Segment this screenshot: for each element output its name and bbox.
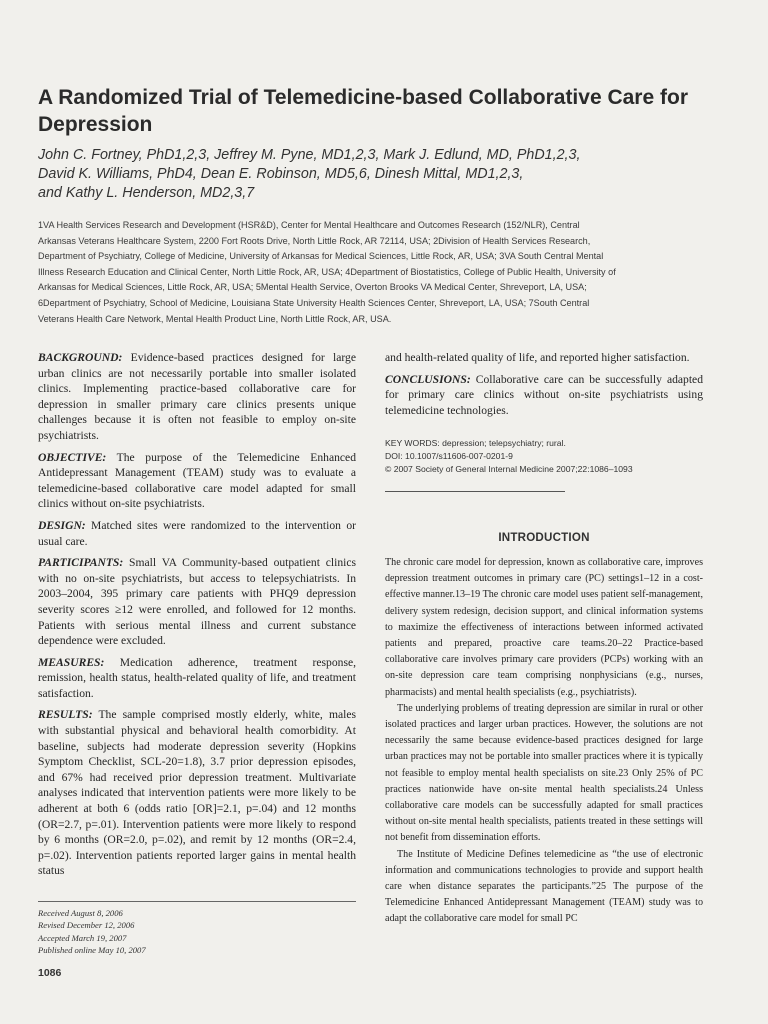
introduction-paragraph: The Institute of Medicine Defines telemedicine as “the use of electronic information and communications technologies to provide and support health care when distance separates the participants.”25 The purpose of the Telemedicine Enhanced Antidepressant Management (TEAM) study was to adapt the collaborative care model for small PC: [385, 848, 703, 925]
participants-label: PARTICIPANTS:: [38, 556, 124, 570]
background-label: BACKGROUND:: [38, 351, 123, 364]
article-dates: [38, 907, 356, 957]
introduction-paragraph: The chronic care model for depression, known as collaborative care, improves depression treatment outcomes in primary care (PC) settings1–12 in a cost-effective manner.13–19 The chronic care model uses patient self-management, delivery system redesign, decision support, and clinical information systems to maximize the effectiveness of interactions between informed activated patients and prepared, proactive care teams.20–22 Practice-based collaborative care involves primary care providers (PCPs) working with an on-site depression care team comprising nonphysicians (e.g., nurses, pharmacists) and mental health specialists (e.g., psychiatrists).: [385, 557, 703, 698]
conclusions-text: Collaborative care can be successfully adapted for primary care clinics without on-site psychiatrists using telemedicine technologies.: [385, 372, 703, 417]
abstract-right-column: [385, 350, 703, 424]
footnote-divider: [38, 901, 356, 902]
introduction-paragraph: The underlying problems of treating depression are similar in rural or other isolated practices and larger urban practices. However, the solutions are not necessarily the same because evidence-based practices designed for large urban practices may not be portable into smaller practices where it is typically not feasible to employ mental health specialists on site.23 Only 25% of PC practices nationwide have on-site mental health specialists.24 Unless collaborative care models can be successfully adapted for small practices without on-site mental health specialists, patients treated in these settings will not benefit from dissemination efforts.: [385, 702, 703, 844]
measures-label: MEASURES:: [38, 655, 105, 669]
affiliation-line: Department of Psychiatry, College of Medicine, University of Arkansas for Medical Sciences, Little Rock, AR, USA; 3VA South Central Mental: [38, 251, 604, 262]
abstract-measures: [38, 655, 356, 702]
keywords: KEY WORDS: depression; telepsychiatry; rural.: [385, 438, 566, 448]
introduction-body: [385, 555, 703, 928]
date-revised: Revised December 12, 2006: [38, 920, 135, 931]
objective-text: The purpose of the Telemedicine Enhanced Antidepressant Management (TEAM) study was to evaluate a telemedicine-based collaborative care model adapted for small clinics without on-site psychiatrists.: [38, 450, 356, 511]
objective-label: OBJECTIVE:: [38, 450, 107, 464]
affiliation-line: Illness Research Education and Clinical Center, North Little Rock, AR, USA; 4Department of Biostatistics, College of Public Health, University of: [38, 266, 616, 277]
affiliation-line: Arkansas for Medical Sciences, Little Rock, AR, USA; 5Mental Health Service, Overton Brooks VA Medical Center, Shreveport, LA, USA;: [38, 282, 587, 293]
abstract-left-column: [38, 350, 356, 885]
background-text: Evidence-based practices designed for large urban clinics are not necessarily portable into smaller isolated clinics. Implementing practice-based collaborative care for depression in smaller primary care clinics presents unique challenges because it is often not feasible to employ on-site psychiatrists.: [38, 351, 356, 442]
author-line-1: John C. Fortney, PhD1,2,3, Jeffrey M. Pyne, MD1,2,3, Mark J. Edlund, MD, PhD1,2,3,: [38, 147, 581, 163]
introduction-heading: INTRODUCTION: [498, 531, 590, 544]
copyright: © 2007 Society of General Internal Medicine 2007;22:1086–1093: [385, 464, 633, 474]
results-label: RESULTS:: [38, 708, 93, 722]
date-received: Received August 8, 2006: [38, 908, 123, 918]
results-text: The sample comprised mostly elderly, white, males with substantial physical and behavioral health comorbidity. At baseline, subjects had moderate depression severity (Hopkins Symptom Checklist, SCL-20=1.8), 3.7 prior depression episodes, and 67% had received prior depression treatment. Multivariate analyses indicated that intervention patients were more likely to be adherent at both 6 (odds ratio [OR]=2.1, p=.04) and 12 months (OR=2.7, p=.01). Intervention patients were more likely to respond by 6 months (OR=2.0, p=.02), and remit by 12 months (OR=2.4, p=.02). Intervention patients reported larger gains in mental health status: [38, 708, 356, 878]
abstract-background: [38, 350, 356, 444]
date-accepted: Accepted March 19, 2007: [38, 932, 127, 943]
author-line-3: and Kathy L. Henderson, MD2,3,7: [38, 185, 255, 201]
author-list: [38, 146, 728, 203]
article-meta: [385, 437, 703, 476]
results-continued: and health-related quality of life, and reported higher satisfaction.: [385, 351, 690, 364]
meta-divider: [385, 491, 565, 492]
affiliations: [38, 218, 710, 327]
participants-text: Small VA Community-based outpatient clinics with no on-site psychiatrists, but access to telepsychiatrists. In 2003–2004, 395 primary care patients with PHQ9 depression severity scores ≥12 were enrolled, and followed for 12 months. Patients with serious mental illness and current substance dependence were excluded.: [38, 556, 356, 648]
affiliation-line: Veterans Health Care Network, Mental Health Product Line, North Little Rock, AR, USA.: [38, 313, 392, 324]
abstract-results: [38, 707, 356, 879]
author-line-2: David K. Williams, PhD4, Dean E. Robinson, MD5,6, Dinesh Mittal, MD1,2,3,: [38, 166, 524, 182]
date-published: Published online May 10, 2007: [38, 945, 146, 956]
abstract-conclusions: [385, 372, 703, 419]
design-label: DESIGN:: [38, 518, 86, 532]
design-text: Matched sites were randomized to the intervention or usual care.: [38, 518, 356, 548]
measures-text: Medication adherence, treatment response, remission, health status, health-related quality of life, and treatment satisfaction.: [38, 655, 356, 700]
doi: DOI: 10.1007/s11606-007-0201-9: [385, 451, 513, 461]
affiliation-line: 1VA Health Services Research and Development (HSR&D), Center for Mental Healthcare and Outcomes Research (152/NLR), Central: [38, 220, 580, 230]
abstract-objective: [38, 450, 356, 512]
article-title: A Randomized Trial of Telemedicine-based Collaborative Care for Depression: [38, 86, 688, 136]
abstract-design: [38, 518, 356, 549]
affiliation-line: 6Department of Psychiatry, School of Medicine, Louisiana State University Health Sciences Center, Shreveport, LA, USA; 7South Central: [38, 297, 590, 308]
page-number: 1086: [38, 967, 62, 979]
affiliation-line: Arkansas Veterans Healthcare System, 2200 Fort Roots Drive, North Little Rock, AR 72114, USA; 2Division of Health Services Research,: [38, 235, 591, 246]
conclusions-label: CONCLUSIONS:: [385, 372, 471, 386]
abstract-participants: [38, 555, 356, 649]
